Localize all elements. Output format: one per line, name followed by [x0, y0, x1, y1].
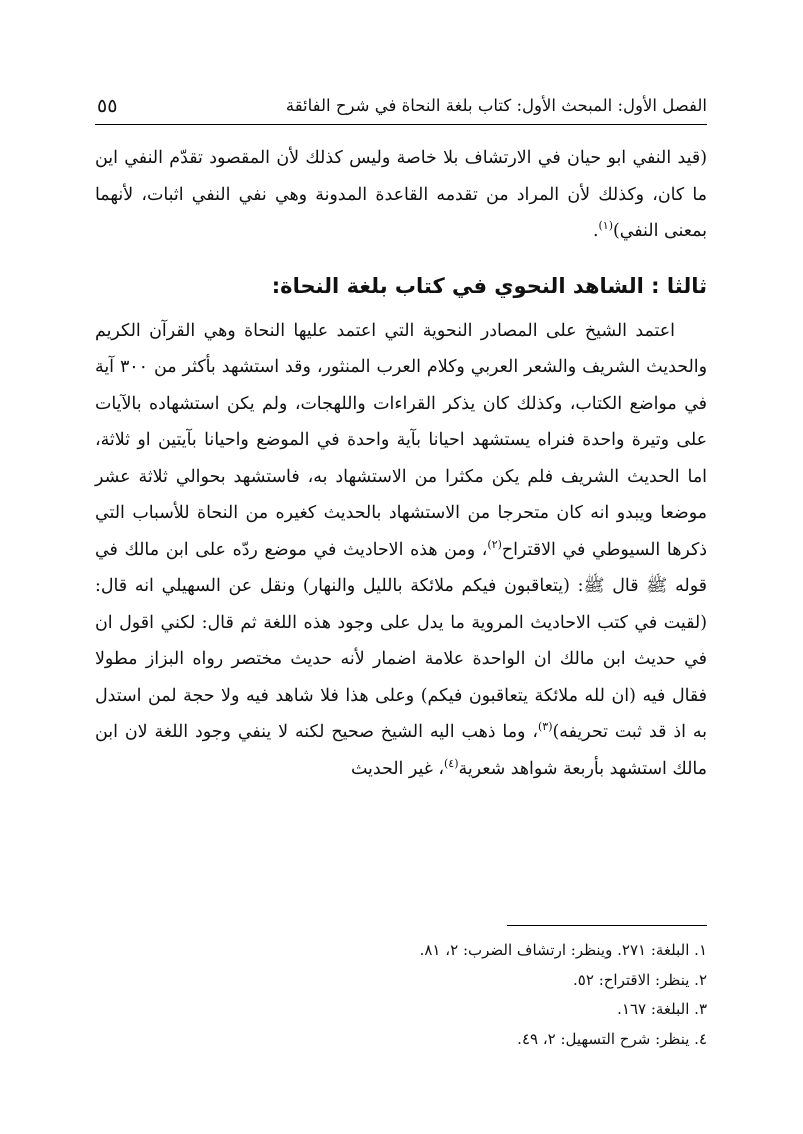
main-text-part-a: اعتمد الشيخ على المصادر النحوية التي اعتمد عليها النحاة وهي القرآن الكريم والحديث الشريف والشعر العربي وكلام العرب المنثور، وقد استشهد بأكثر من ٣٠٠ آية في مواضع الكتاب، وكذلك كان يذكر القراءات واللهجات، ولم يكن استشهاده بالآيات على وتيرة واحدة فنراه يستشهد احيانا بآية واحدة في الموضع واحيانا بآيتين او ثلاثة، اما الحديث الشريف فلم يكن مكثرا من الاستشهاد به، فاستشهد بحوالي ثلاثة عشر موضعا ويبدو انه كان متحرجا من الاستشهاد بالحديث كغيره من النحاة للأسباب التي ذكرها السيوطي في الاقتراح	[95, 320, 707, 560]
footnote-3: ٣. البلغة: ١٦٧.	[617, 1000, 707, 1018]
footnote-divider	[507, 925, 707, 926]
page-header	[95, 88, 707, 125]
intro-text: (قيد النفي ابو حيان في الارتشاف بلا خاصة وليس كذلك لأن المقصود تقدّم النفي اين ما كان، وكذلك لأن المراد من تقدمه القاعدة المدونة وهي نفي النفي اثبات، لأنهما بمعنى النفي)	[95, 148, 707, 241]
footnote-mark-1: (١)	[598, 219, 613, 233]
footnote-2: ٢. ينظر: الاقتراح: ٥٢.	[573, 970, 707, 989]
main-text-part-b: ، ومن هذه الاحاديث في موضع ردّه على ابن مالك في قوله ﷺ قال ﷺ: (يتعاقبون فيكم ملائكة بالليل والنهار) ونقل عن السهيلي انه قال: (لقيت في كتب الاحاديث المروية ما يدل على وجود هذه اللغة ثم قال: لكني اقول ان في حديث ابن مالك ان الواحدة علامة اضمار لأنه حديث مختصر رواه البزاز مطولا فقال فيه (ان لله ملائكة يتعاقبون فيكم) وعلى هذا فلا شاهد فيه ولا حجة لمن استدل به اذ قد ثبت تحريفه)	[95, 539, 707, 742]
section-heading: ثالثا : الشاهد النحوي في كتاب بلغة النحاة:	[271, 273, 707, 298]
page-number: ٥٥	[97, 95, 118, 117]
footnote-mark-3: (٣)	[537, 720, 553, 734]
footnote-mark-4: (٤)	[443, 756, 459, 770]
footnote-4: ٤. ينظر: شرح التسهيل: ٢، ٤٩.	[517, 1029, 707, 1048]
main-paragraph	[95, 313, 707, 788]
footnote-1: ١. البلغة: ٢٧١. وينظر: ارتشاف الضرب: ٢، ٨١.	[419, 941, 707, 959]
intro-paragraph	[95, 140, 707, 250]
main-text-part-c: ، وما ذهب اليه الشيخ صحيح لكنه لا ينفي وجود اللغة لان ابن مالك استشهد بأربعة شواهد شعرية	[95, 722, 707, 779]
footnotes-list	[95, 936, 707, 1054]
footnote-mark-2: (٢)	[487, 537, 502, 551]
main-text-part-d: ، غير الحديث	[350, 758, 444, 779]
running-title: الفصل الأول: المبحث الأول: كتاب بلغة النحاة في شرح الفائقة	[285, 96, 707, 115]
body-text	[95, 140, 707, 787]
intro-end: .	[592, 221, 599, 241]
